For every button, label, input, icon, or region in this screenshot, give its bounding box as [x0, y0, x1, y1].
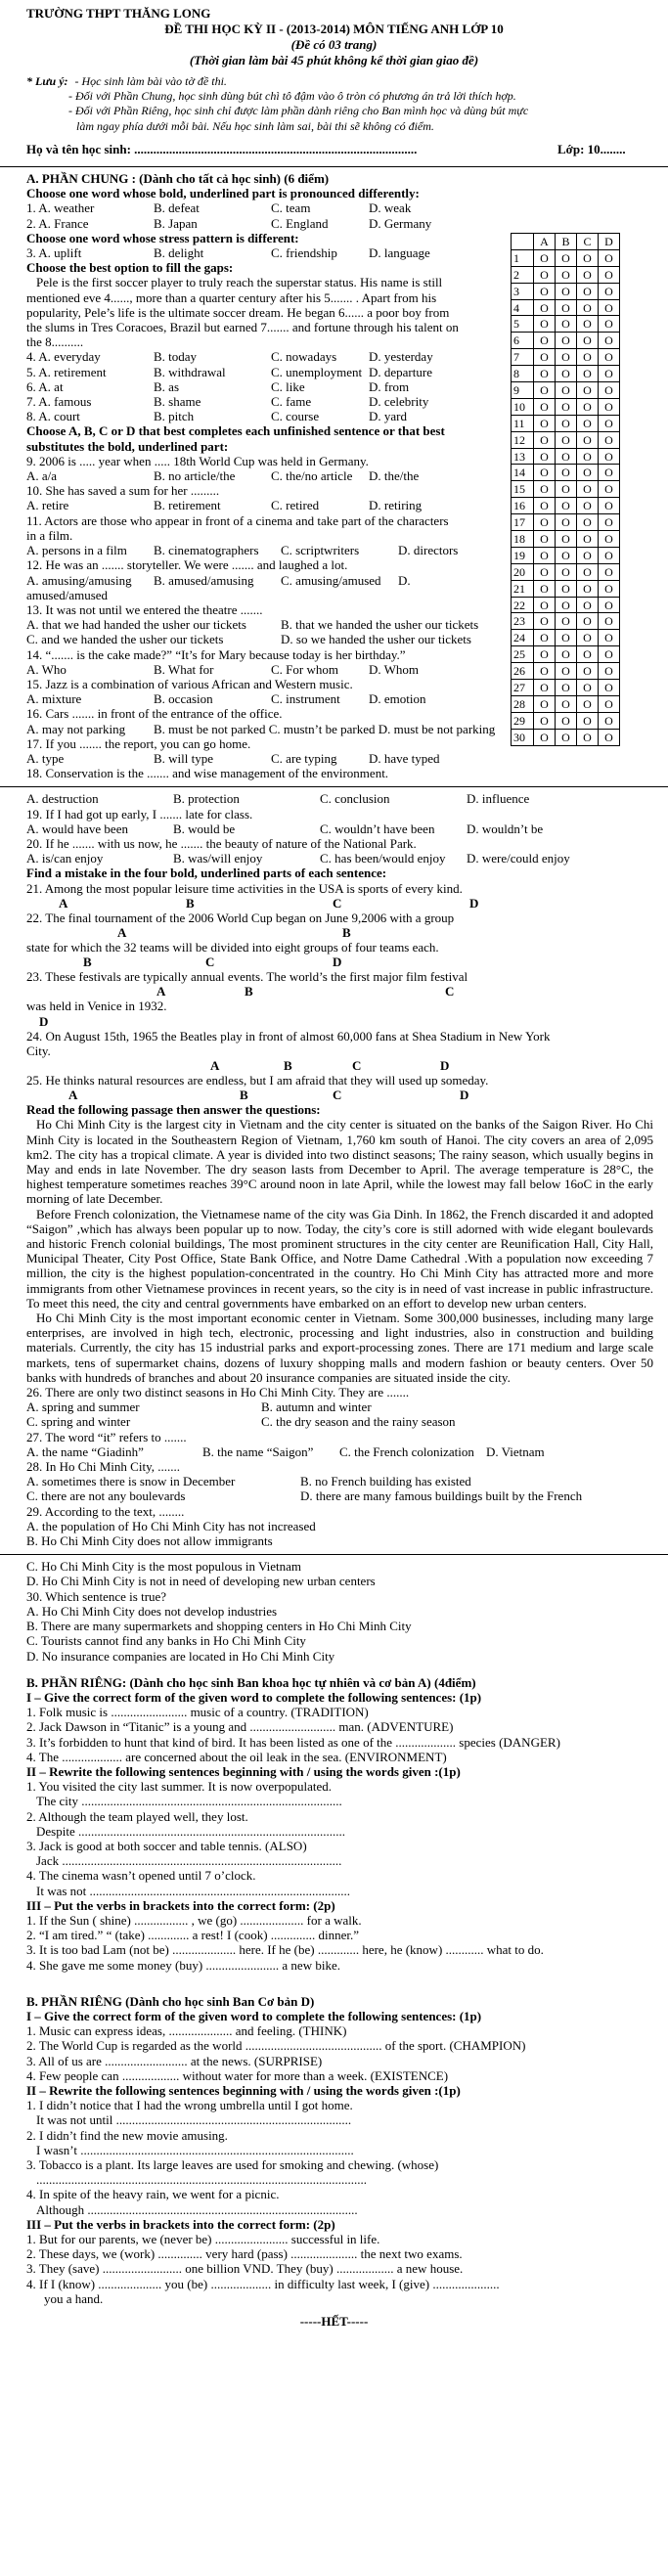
b2-section-2: II – Rewrite the following sentences beginning with / using the words given :(1p) [26, 2082, 461, 2098]
question-25-letters: A B C D [68, 1088, 469, 1103]
answer-bubble[interactable]: O [534, 563, 556, 580]
answer-bubble[interactable]: O [534, 597, 556, 613]
question-13-options-2: C. and we handed the usher our tickets D. so we handed the usher our tickets [26, 632, 471, 647]
question-23-letters-2: D [39, 1013, 49, 1029]
answer-bubble[interactable]: O [556, 712, 577, 729]
section-mistakes: Find a mistake in the four bold, underlined parts of each sentence: [26, 866, 387, 881]
passage-line: popularity, Pele’s life is the ultimate soccer dream. He began 6...... a poor boy from [26, 304, 450, 320]
b1-answer-line[interactable]: It was not .................................................................................. [36, 1883, 351, 1898]
question-12-options: A. amusing/amusing B. amused/amusing C. amusing/amused D. [26, 572, 411, 588]
answer-bubble[interactable]: O [577, 580, 599, 597]
section-gaps: Choose the best option to fill the gaps: [26, 260, 234, 276]
question-29-option: B. Ho Chi Minh City does not allow immigrants [26, 1533, 273, 1549]
page-count: (Đề có 03 trang) [290, 37, 378, 52]
answer-bubble[interactable]: O [556, 695, 577, 712]
answer-bubble[interactable]: O [556, 349, 577, 366]
answer-bubble[interactable]: O [599, 563, 620, 580]
answer-bubble[interactable]: O [556, 563, 577, 580]
question-27: 27. The word “it” refers to ....... [26, 1429, 187, 1444]
b2-line: 4. Few people can .................. without water for more than a week. (EXISTENCE) [26, 2067, 449, 2083]
question-22-letters: A B [117, 924, 351, 940]
answer-bubble[interactable]: O [599, 729, 620, 745]
answer-bubble[interactable]: O [534, 249, 556, 266]
grid-row-number: 29 [512, 712, 534, 729]
exam-title: ĐỀ THI HỌC KỲ II - (2013-2014) MÔN TIẾNG ANH LỚP 10 [164, 22, 504, 36]
grid-row-number: 2 [512, 266, 534, 283]
answer-bubble[interactable]: O [534, 580, 556, 597]
question-23: 23. These festivals are typically annual events. The world’s the first major film festival [26, 969, 468, 985]
b2-line: 1. But for our parents, we (never be) ....................... successful in life. [26, 2232, 380, 2247]
answer-bubble[interactable]: O [534, 349, 556, 366]
b1-line: 2. “I am tired.” “ (take) ............. a rest! I (cook) .............. dinner.” [26, 1928, 360, 1943]
question-29-option: C. Ho Chi Minh City is the most populous in Vietnam [26, 1559, 302, 1575]
grid-header: B [556, 234, 577, 250]
b1-line: 2. Jack Dawson in “Titanic” is a young and ........................... man. (ADVENTURE) [26, 1719, 454, 1735]
answer-bubble[interactable]: O [599, 630, 620, 646]
b2-answer-line[interactable]: ........................................................................................................ [36, 2172, 367, 2188]
answer-bubble[interactable]: O [577, 663, 599, 680]
part-b1-title: B. PHẦN RIÊNG: (Dành cho học sinh Ban khoa học tự nhiên và cơ bản A) (4điểm) [26, 1674, 476, 1690]
question-10: 10. She has saved a sum for her ......... [26, 483, 220, 499]
answer-bubble[interactable]: O [577, 563, 599, 580]
question-11-options: A. persons in a film B. cinematographers C. scriptwriters D. directors [26, 543, 459, 558]
answer-bubble[interactable]: O [556, 398, 577, 415]
answer-bubble[interactable]: O [599, 349, 620, 366]
question-23-letters: A B C [156, 984, 455, 999]
grid-header: C [577, 234, 599, 250]
question-11-cont: in a film. [26, 527, 73, 543]
question-13: 13. It was not until we entered the theatre ....... [26, 601, 263, 617]
grid-row-number: 4 [512, 299, 534, 316]
answer-bubble[interactable]: O [577, 448, 599, 465]
question-29-option: D. Ho Chi Minh City is not in need of developing new urban centers [26, 1574, 376, 1589]
question-22-cont: state for which the 32 teams will be divided into eight groups of four teams each. [26, 939, 439, 955]
answer-bubble[interactable]: O [577, 514, 599, 531]
question-16-options: A. may not parking B. must be not parked C. mustn’t be parked D. must be not parking [26, 721, 496, 736]
part-a-title: A. PHẦN CHUNG : (Dành cho tất cả học sinh) (6 điểm) [26, 171, 330, 187]
answer-bubble[interactable]: O [599, 580, 620, 597]
answer-bubble[interactable]: O [599, 382, 620, 399]
answer-bubble[interactable]: O [534, 630, 556, 646]
answer-bubble[interactable]: O [577, 283, 599, 299]
answer-bubble[interactable]: O [599, 398, 620, 415]
answer-bubble[interactable]: O [599, 366, 620, 382]
answer-bubble[interactable]: O [556, 729, 577, 745]
answer-bubble[interactable]: O [577, 415, 599, 431]
question-11: 11. Actors are those who appear in front of a cinema and take part of the characters [26, 512, 449, 528]
answer-bubble[interactable]: O [556, 580, 577, 597]
grid-row-number: 19 [512, 547, 534, 563]
answer-bubble[interactable]: O [534, 613, 556, 630]
question-24-letters: A B C D [210, 1057, 450, 1073]
b2-line: 4. In spite of the heavy rain, we went for a picnic. [26, 2187, 280, 2202]
question-3: 3. A. uplift B. delight C. friendship D. language [26, 245, 430, 261]
grid-row-number: 1 [512, 249, 534, 266]
question-30-option: C. Tourists cannot find any banks in Ho Chi Minh City [26, 1633, 306, 1649]
question-15-options: A. mixture B. occasion C. instrument D. emotion [26, 691, 426, 707]
answer-bubble[interactable]: O [534, 498, 556, 514]
answer-bubble[interactable]: O [577, 333, 599, 349]
b2-line: 3. Tobacco is a plant. Its large leaves are used for smoking and chewing. (whose) [26, 2157, 439, 2172]
answer-bubble[interactable]: O [577, 680, 599, 696]
grid-row-number: 25 [512, 646, 534, 663]
b1-answer-line[interactable]: The city .................................................................................. [36, 1794, 342, 1809]
answer-bubble[interactable]: O [534, 333, 556, 349]
question-19: 19. If I had got up early, I ....... late for class. [26, 806, 253, 822]
student-name-field[interactable]: Họ và tên học sinh: ......................................................................................... [26, 141, 418, 156]
answer-bubble[interactable]: O [556, 249, 577, 266]
grid-row-number: 28 [512, 695, 534, 712]
question-21-letters: A B C D [59, 895, 479, 910]
grid-row-number: 16 [512, 498, 534, 514]
b1-line: 4. The ................... are concerned about the oil leak in the sea. (ENVIRONMENT) [26, 1749, 447, 1764]
grid-row-number: 3 [512, 283, 534, 299]
answer-bubble[interactable]: O [534, 514, 556, 531]
question-22-letters-2: B C D [83, 955, 342, 970]
grid-row-number: 14 [512, 465, 534, 481]
answer-bubble[interactable]: O [534, 481, 556, 498]
answer-bubble[interactable]: O [577, 299, 599, 316]
b2-line: 1. I didn’t notice that I had the wrong umbrella until I got home. [26, 2098, 353, 2113]
question-26-options-2: C. spring and winter C. the dry season and the rainy season [26, 1414, 456, 1430]
answer-bubble[interactable]: O [599, 431, 620, 448]
question-17: 17. If you ....... the report, you can go home. [26, 735, 251, 751]
b1-line: 2. Although the team played well, they lost. [26, 1808, 248, 1824]
b1-answer-line[interactable]: Despite .................................................................................... [36, 1823, 345, 1839]
answer-bubble[interactable]: O [556, 646, 577, 663]
answer-bubble[interactable]: O [534, 729, 556, 745]
b2-answer-line[interactable]: It was not until .......................................................................... [36, 2112, 352, 2128]
answer-bubble[interactable]: O [534, 448, 556, 465]
answer-bubble[interactable]: O [599, 249, 620, 266]
grid-row-number: 6 [512, 333, 534, 349]
answer-bubble[interactable]: O [534, 680, 556, 696]
notes-title: * Lưu ý: [26, 74, 68, 88]
b2-line: 2. I didn’t find the new movie amusing. [26, 2127, 228, 2143]
answer-bubble[interactable]: O [534, 283, 556, 299]
question-27-options: A. the name “Giadinh” B. the name “Saigon” C. the French colonization D. Vietnam [26, 1443, 545, 1459]
grid-row-number: 22 [512, 597, 534, 613]
b2-section-3: III – Put the verbs in brackets into the correct form: (2p) [26, 2216, 335, 2232]
class-field[interactable]: Lớp: 10........ [557, 141, 626, 156]
grid-row-number: 11 [512, 415, 534, 431]
answer-bubble[interactable]: O [577, 465, 599, 481]
answer-bubble[interactable]: O [534, 465, 556, 481]
answer-bubble[interactable]: O [599, 498, 620, 514]
question-7: 7. A. famous B. shame C. fame D. celebrity [26, 394, 429, 410]
b1-line: 1. Folk music is ........................ music of a country. (TRADITION) [26, 1705, 369, 1720]
answer-bubble[interactable]: O [556, 663, 577, 680]
question-9-options: A. a/a B. no article/the C. the/no article D. the/the [26, 468, 420, 484]
passage-line: Pele is the first soccer player to truly reach the superstar status. His name is still [36, 275, 443, 290]
answer-bubble[interactable]: O [556, 316, 577, 333]
note-2: - Đối với Phần Chung, học sinh dùng bút chì tô đậm vào ô tròn có phương án trả lời thích hợp. [68, 89, 516, 104]
question-28-options: A. sometimes there is snow in December B. no French building has existed [26, 1474, 471, 1489]
question-1: 1. A. weather B. defeat C. team D. weak [26, 200, 412, 216]
question-8: 8. A. court B. pitch C. course D. yard [26, 409, 407, 424]
b2-line: 2. The World Cup is regarded as the world ........................................... of the sport. (CHAMPION) [26, 2038, 526, 2054]
answer-bubble[interactable]: O [577, 712, 599, 729]
section-stress: Choose one word whose stress pattern is different: [26, 230, 299, 245]
question-30-option: A. Ho Chi Minh City does not develop industries [26, 1603, 278, 1619]
grid-row-number: 30 [512, 729, 534, 745]
answer-bubble[interactable]: O [577, 349, 599, 366]
answer-bubble[interactable]: O [577, 249, 599, 266]
question-26: 26. There are only two distinct seasons in Ho Chi Minh City. They are ....... [26, 1385, 410, 1400]
b1-section-2: II – Rewrite the following sentences beginning with / using the words given :(1p) [26, 1763, 461, 1779]
b2-line: 3. They (save) ......................... one billion VND. They (buy) .................. a new house. [26, 2261, 464, 2277]
b1-section-1: I – Give the correct form of the given word to complete the following sentences: (1p) [26, 1689, 482, 1705]
answer-bubble[interactable]: O [577, 382, 599, 399]
answer-bubble[interactable]: O [556, 448, 577, 465]
b1-section-3: III – Put the verbs in brackets into the correct form: (2p) [26, 1897, 335, 1913]
reading-paragraph-3: Ho Chi Minh City is the most important economic center in Vietnam. Some 300,000 businesses, including many large enterprises, are involved in high tech, electronic, processing and light industries, also in construction and building materials. Currently, the city has 15 industrial parks and export-processing zones. There are 171 medium and large scale markets, tens of supermarket chains, dozens of luxury shopping malls and modern fashion or beauty centers. Over 50 banks with hundreds of branches and about 20 insurance companies are situated inside the city. [26, 1310, 653, 1385]
time-limit: (Thời gian làm bài 45 phút không kể thời gian giao đề) [189, 53, 479, 67]
answer-bubble[interactable]: O [534, 299, 556, 316]
grid-row-number: 8 [512, 366, 534, 382]
answer-bubble[interactable]: O [556, 283, 577, 299]
answer-bubble[interactable]: O [556, 366, 577, 382]
answer-bubble[interactable]: O [577, 630, 599, 646]
answer-bubble[interactable]: O [556, 333, 577, 349]
answer-bubble[interactable]: O [556, 481, 577, 498]
answer-bubble[interactable]: O [556, 547, 577, 563]
question-24: 24. On August 15th, 1965 the Beatles play in front of almost 60,000 fans at Shea Stadium in New York [26, 1028, 551, 1044]
b1-line: 1. If the Sun ( shine) ................. , we (go) .................... for a walk. [26, 1912, 362, 1928]
question-28-options-2: C. there are not any boulevards D. there are many famous buildings built by the French [26, 1488, 583, 1504]
answer-bubble[interactable]: O [534, 547, 556, 563]
question-18-options: A. destruction B. protection C. conclusion D. influence [26, 791, 530, 807]
grid-row-number: 17 [512, 514, 534, 531]
reading-paragraph-1: Ho Chi Minh City is the largest city in Vietnam and the city center is situated on the banks of the Saigon River. Ho Chi Minh City is located in the Southeastern Region of Vietnam, 1,760 km south of Hanoi. The city covers an area of 2,095 km2. The city has a tropical climate. A year is divided into two distinct seasons; The rainy season, which usually begins in May and ends in late November. The dry season lasts from December to April. The average temperature is 28°C, the highest temperature sometimes reaches 39°C around noon in late April, while the lowest may fall below 16oC in the early morning of late December. [26, 1117, 653, 1207]
b1-line: 3. It is too bad Lam (not be) .................... here. If he (be) ............. here, he (know) ............ what to do. [26, 1942, 544, 1958]
note-4: làm ngay phía dưới mỗi bài. Nếu học sinh làm sai, bài thi sẽ không có điểm. [76, 118, 434, 133]
grid-row-number: 24 [512, 630, 534, 646]
question-5: 5. A. retirement B. withdrawal C. unemployment D. departure [26, 364, 432, 379]
answer-bubble[interactable]: O [534, 415, 556, 431]
question-23-cont: was held in Venice in 1932. [26, 999, 167, 1014]
answer-bubble[interactable]: O [599, 448, 620, 465]
answer-bubble[interactable]: O [599, 646, 620, 663]
section-pronunciation: Choose one word whose bold, underlined part is pronounced differently: [26, 186, 420, 201]
answer-bubble[interactable]: O [534, 382, 556, 399]
question-14-options: A. Who B. What for C. For whom D. Whom [26, 661, 420, 677]
question-10-options: A. retire B. retirement C. retired D. retiring [26, 498, 423, 513]
grid-row-number: 5 [512, 316, 534, 333]
answer-bubble[interactable]: O [556, 613, 577, 630]
question-26-options: A. spring and summer B. autumn and winter [26, 1399, 372, 1415]
grid-row-number: 23 [512, 613, 534, 630]
question-29-option: A. the population of Ho Chi Minh City has not increased [26, 1518, 316, 1533]
question-25: 25. He thinks natural resources are endless, but I am afraid that they will used up someday. [26, 1072, 489, 1088]
answer-bubble[interactable]: O [556, 514, 577, 531]
grid-row-number: 18 [512, 531, 534, 548]
answer-bubble[interactable]: O [577, 316, 599, 333]
answer-bubble[interactable]: O [599, 712, 620, 729]
answer-bubble[interactable]: O [534, 316, 556, 333]
answer-bubble[interactable]: O [556, 299, 577, 316]
b1-line: 3. It’s forbidden to hunt that kind of bird. It has been listed as one of the ................... species (DANGER) [26, 1734, 560, 1750]
note-1: - Học sinh làm bài vào tờ đề thi. [74, 74, 227, 88]
answer-bubble[interactable]: O [577, 366, 599, 382]
note-3: - Đối với Phần Riêng, học sinh chỉ được làm phần dành riêng cho Ban mình học và dùng bút mực [68, 104, 529, 118]
part-b2-title: B. PHẦN RIÊNG (Dành cho học sinh Ban Cơ bản D) [26, 1993, 315, 2009]
answer-bubble[interactable]: O [556, 597, 577, 613]
grid-row-number: 21 [512, 580, 534, 597]
grid-row-number: 20 [512, 563, 534, 580]
grid-row-number: 13 [512, 448, 534, 465]
school-name: TRƯỜNG THPT THĂNG LONG [26, 6, 211, 21]
question-21: 21. Among the most popular leisure time activities in the USA is sports of every kind. [26, 880, 463, 896]
question-18: 18. Conservation is the ....... and wise management of the environment. [26, 766, 389, 781]
b2-line: 3. All of us are .......................... at the news. (SURPRISE) [26, 2053, 323, 2068]
answer-bubble[interactable]: O [599, 514, 620, 531]
answer-bubble[interactable]: O [577, 398, 599, 415]
student-info [0, 142, 668, 156]
answer-bubble[interactable]: O [599, 680, 620, 696]
grid-row-number: 7 [512, 349, 534, 366]
b1-line: 3. Jack is good at both soccer and table tennis. (ALSO) [26, 1838, 307, 1853]
answer-bubble[interactable]: O [556, 431, 577, 448]
grid-row-number: 10 [512, 398, 534, 415]
answer-bubble[interactable]: O [534, 266, 556, 283]
answer-bubble[interactable]: O [599, 481, 620, 498]
b2-section-1: I – Give the correct form of the given word to complete the following sentences: (1p) [26, 2008, 482, 2023]
section-reading: Read the following passage then answer the questions: [26, 1102, 321, 1118]
grid-row-number: 27 [512, 680, 534, 696]
answer-bubble[interactable]: O [556, 630, 577, 646]
question-30-option: B. There are many supermarkets and shopping centers in Ho Chi Minh City [26, 1619, 412, 1634]
grid-row-number: 26 [512, 663, 534, 680]
answer-bubble[interactable]: O [599, 266, 620, 283]
answer-bubble[interactable]: O [556, 498, 577, 514]
answer-bubble[interactable]: O [599, 663, 620, 680]
question-17-options: A. type B. will type C. are typing D. have typed [26, 750, 440, 766]
reading-paragraph-2: Before French colonization, the Vietnamese name of the city was Gia Dinh. In 1862, the French discarded it and adopted “Saigon” ,which has always been popular up to now. Today, the city’s core is still adorned with wide elegant boulevards and historic French colonial buildings, The most prominent structures in the city center are Reunification Hall, City Hall, Municipal Theater, City Post Office, State Bank Office, and Notre Dame Cathedral .With a population now exceeding 7 million, the city is the highest population-concentrated in the country. Ho Chi Minh City has attracted more and more immigrants from other Vietnamese provinces in recent years, so the city is in need of vast increase in public infrastructure. To meet this need, the city and central governments have embarked on an effort to develop new urban centers. [26, 1206, 653, 1310]
question-6: 6. A. at B. as C. like D. from [26, 378, 410, 394]
passage-line: mentioned eve 4......, more than a quarter century after his 5....... . Apart from his [26, 289, 437, 305]
answer-bubble[interactable]: O [534, 531, 556, 548]
question-2: 2. A. France B. Japan C. England D. Germany [26, 215, 432, 231]
question-16: 16. Cars ....... in front of the entrance of the office. [26, 706, 283, 722]
question-24-cont: City. [26, 1043, 51, 1058]
question-20-options: A. is/can enjoy B. was/will enjoy C. has been/would enjoy D. were/could enjoy [26, 851, 570, 866]
question-22: 22. The final tournament of the 2006 World Cup began on June 9,2006 with a group [26, 910, 455, 925]
question-12: 12. He was an ....... storyteller. We were ....... and laughed a lot. [26, 557, 348, 573]
answer-bubble[interactable]: O [534, 646, 556, 663]
passage-line: the slums in Tres Coracoes, Brazil but earned 7....... and fortune through his talent on [26, 320, 459, 335]
answer-bubble[interactable]: O [556, 382, 577, 399]
answer-bubble[interactable]: O [599, 333, 620, 349]
end-marker: -----HẾT----- [299, 2314, 369, 2330]
question-14: 14. “....... is the cake made?” “It’s for Mary because today is her birthday.” [26, 646, 406, 662]
answer-bubble[interactable]: O [556, 415, 577, 431]
answer-bubble[interactable]: O [577, 498, 599, 514]
grid-header: A [534, 234, 556, 250]
answer-bubble[interactable]: O [534, 663, 556, 680]
answer-bubble[interactable]: O [556, 266, 577, 283]
grid-row-number: 12 [512, 431, 534, 448]
question-13-options: A. that we had handed the usher our tickets B. that we handed the usher our tickets [26, 617, 479, 633]
answer-bubble[interactable]: O [577, 646, 599, 663]
question-9: 9. 2006 is ..... year when ..... 18th World Cup was held in Germany. [26, 453, 369, 468]
answer-bubble[interactable]: O [599, 531, 620, 548]
answer-bubble[interactable]: O [577, 597, 599, 613]
question-12-extra: amused/amused [26, 587, 109, 602]
question-30-option: D. No insurance companies are located in Ho Chi Minh City [26, 1648, 335, 1664]
answer-bubble[interactable]: O [577, 613, 599, 630]
grid-header: D [599, 234, 620, 250]
answer-bubble[interactable]: O [577, 481, 599, 498]
answer-bubble[interactable]: O [556, 680, 577, 696]
answer-bubble[interactable]: O [599, 695, 620, 712]
b1-line: 1. You visited the city last summer. It is now overpopulated. [26, 1779, 332, 1795]
b2-answer-line[interactable]: I wasn’t ...................................................................................... [36, 2142, 354, 2157]
answer-bubble[interactable]: O [534, 712, 556, 729]
answer-bubble[interactable]: O [577, 431, 599, 448]
b2-line: 1. Music can express ideas, .................... and feeling. (THINK) [26, 2023, 347, 2039]
answer-bubble[interactable]: O [577, 266, 599, 283]
answer-bubble[interactable]: O [599, 613, 620, 630]
answer-bubble[interactable]: O [577, 531, 599, 548]
b1-line: 4. The cinema wasn’t opened until 7 o’clock. [26, 1868, 256, 1884]
answer-bubble[interactable]: O [599, 283, 620, 299]
answer-bubble[interactable]: O [556, 465, 577, 481]
b1-answer-line[interactable]: Jack ........................................................................................ [36, 1853, 342, 1869]
question-20: 20. If he ....... with us now, he ....... the beauty of nature of the National Park. [26, 835, 417, 851]
b2-answer-line[interactable]: Although ..................................................................................... [36, 2201, 358, 2217]
answer-bubble[interactable]: O [599, 299, 620, 316]
answer-bubble[interactable]: O [599, 415, 620, 431]
b2-line: 4. If I (know) .................... you (be) ................... in difficulty last week, I (give) ..................... [26, 2276, 500, 2291]
b1-line: 4. She gave me some money (buy) ....................... a new bike. [26, 1957, 340, 1973]
b2-line: 2. These days, we (work) .............. very hard (pass) ..................... the next two exams. [26, 2246, 463, 2262]
answer-bubble[interactable]: O [556, 531, 577, 548]
answer-bubble[interactable]: O [534, 695, 556, 712]
question-4: 4. A. everyday B. today C. nowadays D. yesterday [26, 349, 433, 365]
answer-bubble[interactable]: O [534, 366, 556, 382]
question-15: 15. Jazz is a combination of various African and Western music. [26, 676, 353, 691]
grid-row-number: 15 [512, 481, 534, 498]
question-30: 30. Which sentence is true? [26, 1588, 167, 1604]
section-complete: Choose A, B, C or D that best completes each unfinished sentence or that best [26, 423, 445, 439]
grid-row-number: 9 [512, 382, 534, 399]
answer-bubble[interactable]: O [577, 695, 599, 712]
b2-line: you a hand. [44, 2290, 104, 2306]
answer-bubble[interactable]: O [577, 729, 599, 745]
answer-bubble[interactable]: O [599, 597, 620, 613]
question-29: 29. According to the text, ........ [26, 1503, 185, 1519]
section-complete-2: substitutes the bold, underlined part: [26, 438, 229, 454]
question-28: 28. In Ho Chi Minh City, ....... [26, 1459, 180, 1475]
answer-bubble[interactable]: O [534, 398, 556, 415]
notes [0, 74, 668, 89]
answer-bubble[interactable]: O [599, 465, 620, 481]
answer-bubble[interactable]: O [534, 431, 556, 448]
question-19-options: A. would have been B. would be C. wouldn’t have been D. wouldn’t be [26, 821, 544, 836]
answer-bubble[interactable]: O [577, 547, 599, 563]
answer-bubble[interactable]: O [599, 316, 620, 333]
answer-bubble[interactable]: O [599, 547, 620, 563]
passage-line: the 8.......... [26, 334, 84, 350]
